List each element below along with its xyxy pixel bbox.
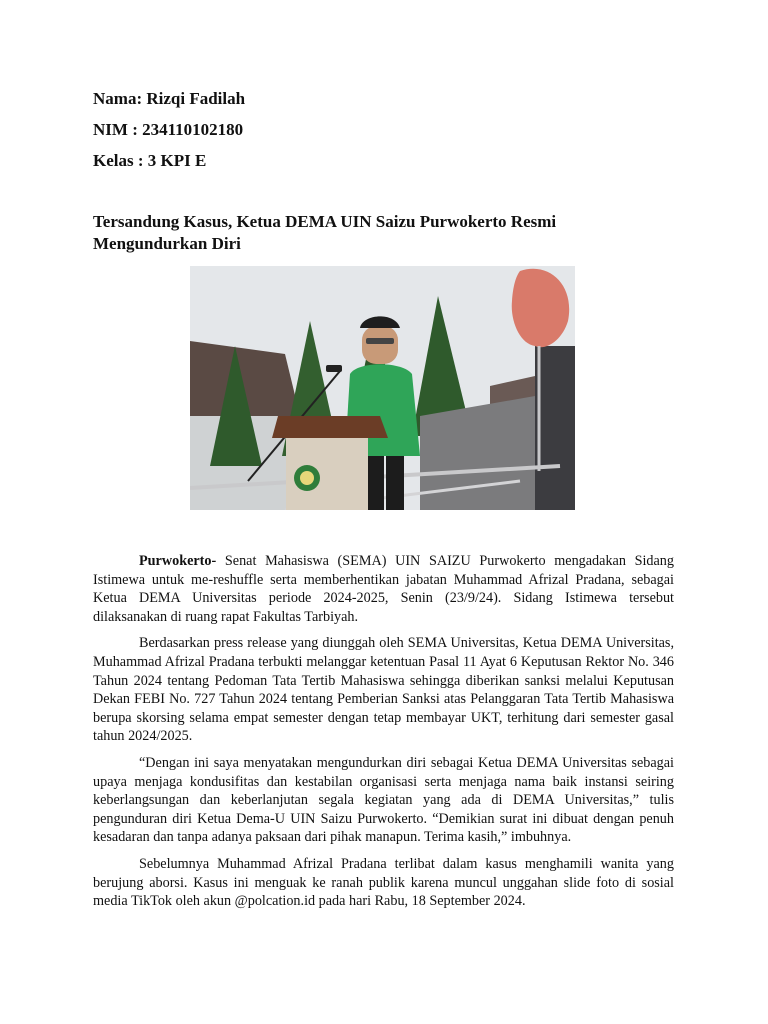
student-name: Nama: Rizqi Fadilah (93, 89, 246, 108)
dateline: Purwokerto- (139, 553, 217, 569)
paragraph-3: “Dengan ini saya menyatakan mengundurkan diri sebagai Ketua DEMA Universitas sebagai upaya menjaga kondusifitas dan kestabilan organisasi serta menjaga nama baik instansi seiring keberlangsungan dan keberlanjutan segala kegiatan yang ada di DEMA Universitas,” tulis pengunduran diri Ketua Dema-U UIN Saizu Purwokerto. “Demikian surat ini dibuat dengan penuh kesadaran dan tanpa adanya paksaan dari pihak manapun. Terima kasih,” imbuhnya. (93, 754, 674, 846)
article-title: Tersandung Kasus, Ketua DEMA UIN Saizu Purwokerto Resmi Mengundurkan Diri (93, 212, 557, 253)
student-nim: NIM : 234110102180 (93, 120, 244, 139)
paragraph-1 (93, 552, 674, 626)
speaker-at-podium-image (190, 266, 575, 510)
article-photo (190, 266, 575, 510)
paragraph-1-text: Senat Mahasiswa (SEMA) UIN SAIZU Purwokerto mengadakan Sidang Istimewa untuk me-reshuffle serta memberhentikan jabatan Muhammad Afrizal Pradana, sebagai Ketua DEMA Universitas periode 2024-2025, Senin (23/9/24). Sidang Istimewa tersebut dilaksanakan di ruang rapat Fakultas Tarbiyah. (93, 553, 674, 625)
student-class: Kelas : 3 KPI E (93, 151, 207, 170)
paragraph-4: Sebelumnya Muhammad Afrizal Pradana terlibat dalam kasus menghamili wanita yang berujung aborsi. Kasus ini menguak ke ranah publik karena muncul unggahan slide foto di sosial media TikTok oleh akun @polcation.id pada hari Rabu, 18 September 2024. (93, 855, 674, 910)
paragraph-2: Berdasarkan press release yang diunggah oleh SEMA Universitas, Ketua DEMA Universitas, Muhammad Afrizal Pradana terbukti melanggar ketentuan Pasal 11 Ayat 6 Keputusan Rektor No. 346 Tahun 2024 tentang Pedoman Tata Tertib Mahasiswa sehingga diberikan sanksi melalui Keputusan Dekan FEBI No. 727 Tahun 2024 tentang Pemberian Sanksi atas Pelanggaran Tata Tertib Mahasiswa berupa skorsing selama empat semester dengan tetap membayar UKT, terhitung dari semester gasal tahun 2024/2025. (93, 635, 674, 745)
article-body (93, 552, 674, 919)
